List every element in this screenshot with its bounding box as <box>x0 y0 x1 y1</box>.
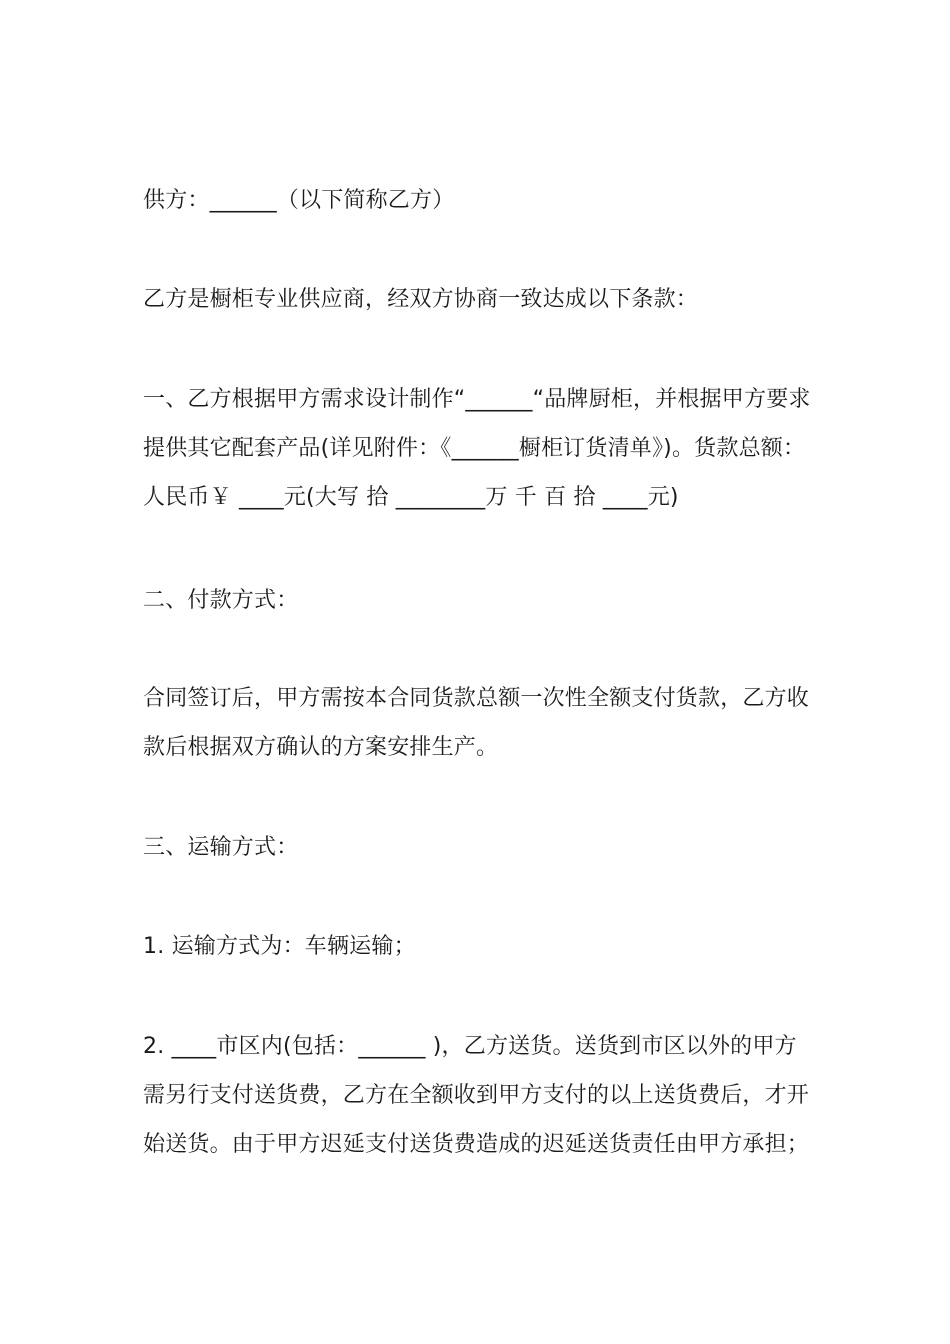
supplier-line: 供方：______（以下简称乙方） <box>143 188 455 213</box>
payment-paragraph: 合同签订后，甲方需按本合同货款总额一次性全额支付货款，乙方收款后根据双方确认的方案安排生产。 <box>143 686 810 760</box>
transport-item-1: 1. 运输方式为：车辆运输； <box>143 934 416 959</box>
intro-paragraph: 乙方是橱柜专业供应商，经双方协商一致达成以下条款： <box>143 287 699 312</box>
clause-3-heading: 三、运输方式： <box>143 835 299 860</box>
clause-1-paragraph: 一、乙方根据甲方需求设计制作“______“品牌厨柜，并根据甲方要求提供其它配套产品(详见附件：《______橱柜订货清单》)。货款总额：人民币￥ ____元(大写 拾 ________万 千 百 拾 ____元) <box>143 387 811 510</box>
transport-item-2: 2. ____市区内(包括：______ )，乙方送货。送货到市区以外的甲方需另行支付送货费，乙方在全额收到甲方支付的以上送货费后，才开始送货。由于甲方迟延支付送货费造成的迟延送货责任由甲方承担； <box>143 1034 810 1157</box>
clause-2-heading: 二、付款方式： <box>143 588 299 613</box>
